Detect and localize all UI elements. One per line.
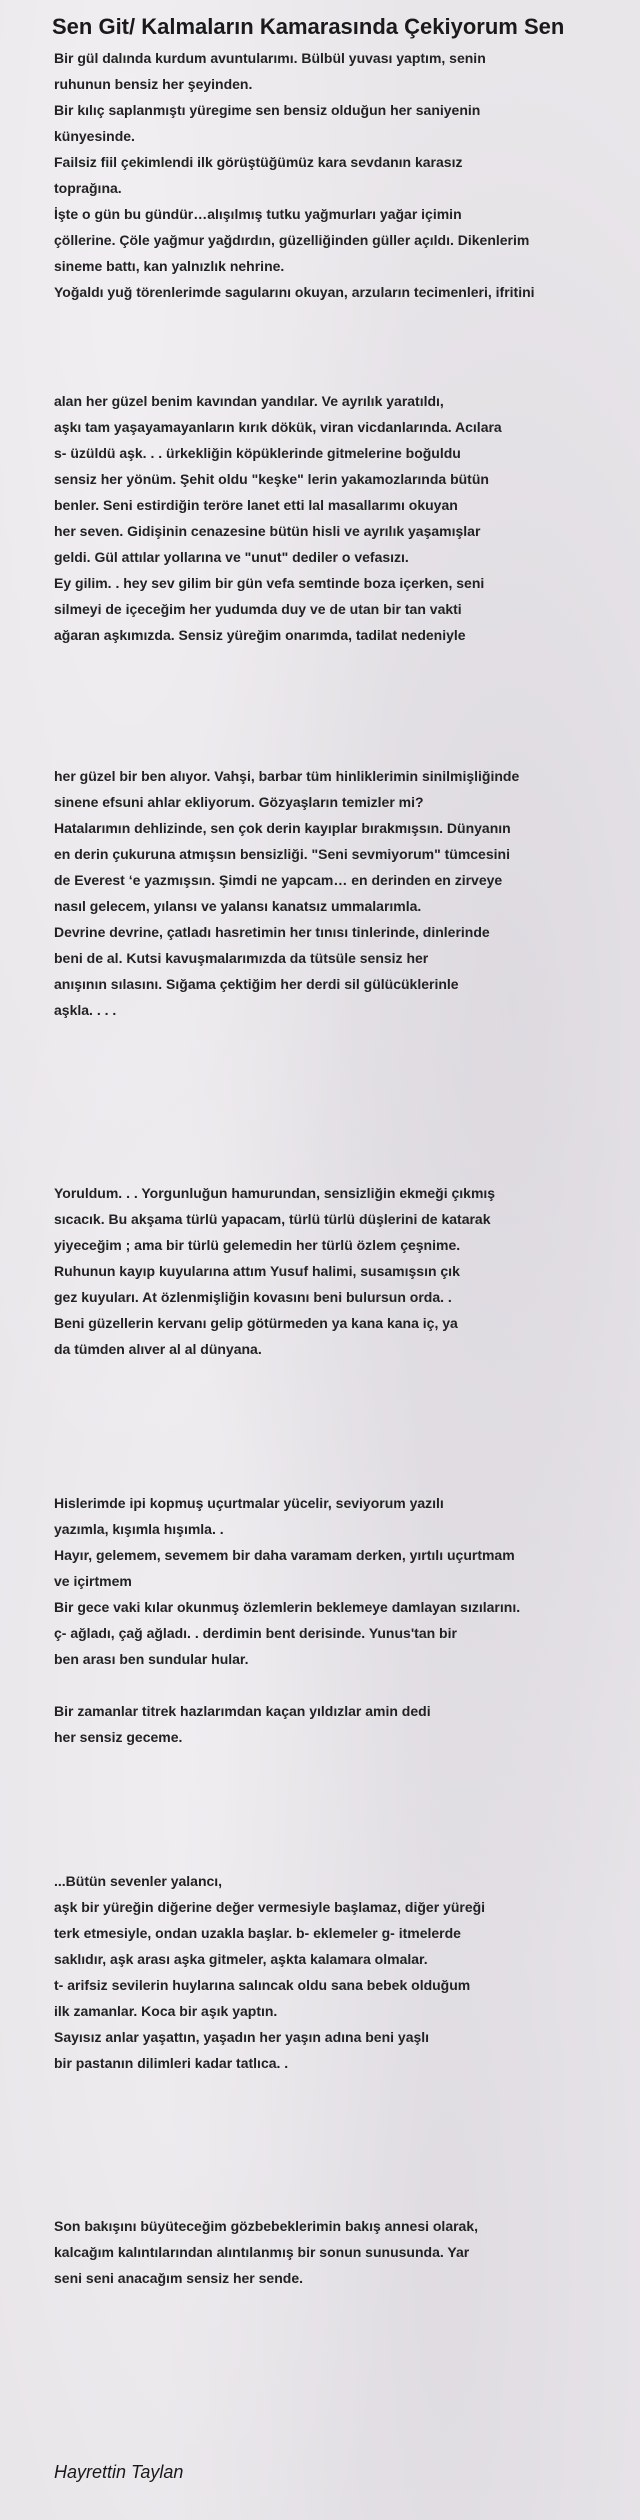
- poem-line: Yoruldum. . . Yorgunluğun hamurundan, sensizliğin ekmeği çıkmış: [54, 1185, 496, 1201]
- stanza-blank-line: [54, 1672, 634, 1698]
- poem-line: Failsiz fiil çekimlendi ilk görüştüğümüz kara sevdanın karasız: [54, 154, 463, 170]
- poem-line: her güzel bir ben alıyor. Vahşi, barbar tüm hinliklerimin sinilmişliğinde: [54, 768, 520, 784]
- poem-line: terk etmesiyle, ondan uzakla başlar. b- eklemeler g- itmelerde: [54, 1925, 461, 1941]
- poem-line: Bir gül dalında kurdum avuntularımı. Bülbül yuvası yaptım, senin: [54, 50, 486, 66]
- stanza: [54, 1180, 634, 1362]
- poem-title: Sen Git/ Kalmaların Kamarasında Çekiyorum Sen: [52, 14, 565, 39]
- stanza: [54, 45, 634, 305]
- poem-line: benler. Seni estirdiğin teröre lanet etti lal masallarımı okuyan: [54, 497, 458, 513]
- poem-line: ...Bütün sevenler yalancı,: [54, 1873, 223, 1889]
- poem-line: sineme battı, kan yalnızlık nehrine.: [54, 258, 285, 274]
- poem-line: çöllerine. Çöle yağmur yağdırdın, güzelliğinden güller açıldı. Dikenlerim: [54, 232, 530, 248]
- poem-line: sıcacık. Bu akşama türlü yapacam, türlü türlü düşlerini de katarak: [54, 1211, 491, 1227]
- poem-line: Bir kılıç saplanmıştı yüregime sen bensiz olduğun her saniyenin: [54, 102, 481, 118]
- poem-line: seni seni anacağım sensiz her sende.: [54, 2270, 303, 2286]
- poem-line: t- arifsiz sevilerin huylarına salıncak oldu sana bebek olduğum: [54, 1977, 471, 1993]
- poem-line: Sayısız anlar yaşattın, yaşadın her yaşın adına beni yaşlı: [54, 2029, 430, 2045]
- poem-line: aşkı tam yaşayamayanların kırık dökük, viran vicdanlarında. Acılara: [54, 419, 502, 435]
- poem-line: ben arası ben sundular hular.: [54, 1651, 249, 1667]
- stanza: [54, 2213, 634, 2291]
- poem-line: da tümden alıver al al dünyana.: [54, 1341, 262, 1357]
- poem-line: ç- ağladı, çağ ağladı. . derdimin bent derisinde. Yunus'tan bir: [54, 1625, 457, 1641]
- poem-line: Devrine devrine, çatladı hasretimin her tınısı tinlerinde, dinlerinde: [54, 924, 490, 940]
- poem-line: her sensiz geceme.: [54, 1729, 183, 1745]
- poem-line: beni de al. Kutsi kavuşmalarımızda da tütsüle sensiz her: [54, 950, 429, 966]
- poem-line: gez kuyuları. At özlenmişliğin kovasını beni bulursun orda. .: [54, 1289, 452, 1305]
- poem-line: İşte o gün bu gündür…alışılmış tutku yağmurları yağar içimin: [54, 206, 462, 222]
- poem-line: Yoğaldı yuğ törenlerimde sagularını okuyan, arzuların tecimenleri, ifritini: [54, 284, 535, 300]
- poem-line: Ruhunun kayıp kuyularına attım Yusuf halimi, susamışsın çık: [54, 1263, 460, 1279]
- poem-line: sinene efsuni ahlar ekliyorum. Gözyaşların temizler mi?: [54, 794, 424, 810]
- poem-line: sensiz her yönüm. Şehit oldu "keşke" lerin yakamozlarında bütün: [54, 471, 489, 487]
- poem-line: ağaran aşkımızda. Sensiz yüreğim onarımda, tadilat nedeniyle: [54, 627, 466, 643]
- poem-line: anışının sılasını. Sığama çektiğim her derdi sil gülücüklerinle: [54, 976, 459, 992]
- poem-line: yiyeceğim ; ama bir türlü gelemedin her türlü özlem çeşnime.: [54, 1237, 461, 1253]
- stanza: [54, 763, 634, 1023]
- poem-line: Hislerimde ipi kopmuş uçurtmalar yücelir, seviyorum yazılı: [54, 1495, 444, 1511]
- poem-line: de Everest ‘e yazmışsın. Şimdi ne yapcam… en derinden en zirveye: [54, 872, 503, 888]
- poem-line: silmeyi de içeceğim her yudumda duy ve de utan bir tan vakti: [54, 601, 462, 617]
- poem-line: geldi. Gül attılar yollarına ve "unut" dediler o vefasızı.: [54, 549, 409, 565]
- poem-line: en derin çukuruna atmışsın bensizliği. "Seni sevmiyorum" tümcesini: [54, 846, 510, 862]
- poem-line: alan her güzel benim kavından yandılar. Ve ayrılık yaratıldı,: [54, 393, 444, 409]
- author-signature: Hayrettin Taylan: [54, 2462, 184, 2482]
- poem-line: ve içirtmem: [54, 1573, 132, 1589]
- poem-line: bir pastanın dilimleri kadar tatlıca. .: [54, 2055, 289, 2071]
- poem-line: aşk bir yüreğin diğerine değer vermesiyle başlamaz, diğer yüreği: [54, 1899, 486, 1915]
- poem-line: nasıl gelecem, yılansı ve yalansı kanatsız ummalarımla.: [54, 898, 422, 914]
- poem-line: saklıdır, aşk arası aşka gitmeler, aşkta kalamara olmalar.: [54, 1951, 428, 1967]
- poem-line: Bir gece vaki kılar okunmuş özlemlerin beklemeye damlayan sızılarını.: [54, 1599, 521, 1615]
- stanza: [54, 388, 634, 648]
- poem-line: yazımla, kışımla hışımla. .: [54, 1521, 224, 1537]
- poem-line: toprağına.: [54, 180, 122, 196]
- poem-line: kalcağım kalıntılarından alıntılanmış bir sonun sunusunda. Yar: [54, 2244, 470, 2260]
- poem-line: aşkla. . . .: [54, 1002, 117, 1018]
- poem-line: Bir zamanlar titrek hazlarımdan kaçan yıldızlar amin dedi: [54, 1703, 431, 1719]
- stanza: [54, 1490, 634, 1750]
- poem-line: s- üzüldü aşk. . . ürkekliğin köpüklerinde gitmelerine boğuldu: [54, 445, 461, 461]
- poem-line: künyesinde.: [54, 128, 135, 144]
- poem-line: ilk zamanlar. Koca bir aşık yaptın.: [54, 2003, 278, 2019]
- stanza: [54, 1868, 634, 2076]
- poem-line: Hatalarımın dehlizinde, sen çok derin kayıplar bırakmışsın. Dünyanın: [54, 820, 511, 836]
- poem-line: her seven. Gidişinin cenazesine bütün hisli ve ayrılık yaşamışlar: [54, 523, 481, 539]
- poem-line: Son bakışını büyüteceğim gözbebeklerimin bakış annesi olarak,: [54, 2218, 479, 2234]
- poem-line: Hayır, gelemem, sevemem bir daha varamam derken, yırtılı uçurtmam: [54, 1547, 515, 1563]
- poem-line: Ey gilim. . hey sev gilim bir gün vefa semtinde boza içerken, seni: [54, 575, 485, 591]
- poem-line: Beni güzellerin kervanı gelip götürmeden ya kana kana iç, ya: [54, 1315, 458, 1331]
- poem-line: ruhunun bensiz her şeyinden.: [54, 76, 253, 92]
